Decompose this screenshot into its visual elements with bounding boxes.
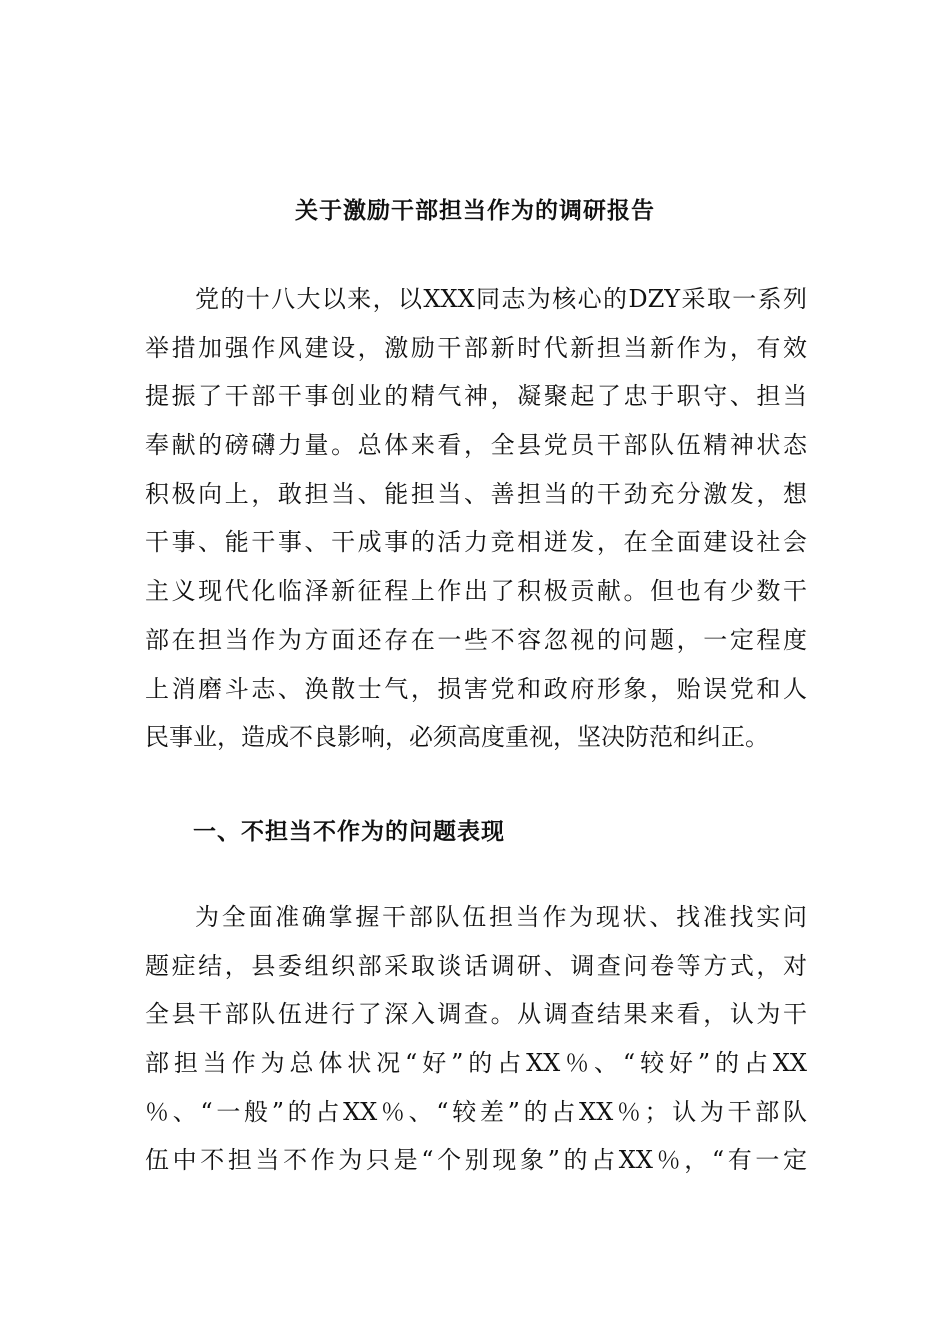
paragraph-line: 主义现代化临泽新征程上作出了积极贡献。但也有少数干 xyxy=(145,577,807,606)
intro-paragraph xyxy=(145,275,807,762)
document-title: 关于激励干部担当作为的调研报告 xyxy=(295,197,655,224)
paragraph-line: ％、“一般”的占XX％、“较差”的占XX％；认为干部队 xyxy=(145,1097,807,1126)
paragraph-line: 上消磨斗志、涣散士气，损害党和政府形象，贻误党和人 xyxy=(145,674,807,703)
paragraph-line: 部担当作为总体状况“好”的占XX％、“较好”的占XX xyxy=(145,1049,807,1078)
section-heading: 一、不担当不作为的问题表现 xyxy=(193,818,505,845)
paragraph-line: 积极向上，敢担当、能担当、善担当的干劲充分激发，想 xyxy=(145,479,807,508)
paragraph-line: 题症结，县委组织部采取谈话调研、调查问卷等方式，对 xyxy=(145,951,807,980)
paragraph-line: 伍中不担当不作为只是“个别现象”的占XX％，“有一定 xyxy=(145,1146,807,1175)
paragraph-line: 民事业，造成不良影响，必须高度重视，坚决防范和纠正。 xyxy=(145,723,769,752)
paragraph-line: 党的十八大以来，以XXX同志为核心的DZY采取一系列 xyxy=(195,285,807,313)
paragraph-line: 全县干部队伍进行了深入调查。从调查结果来看，认为干 xyxy=(145,1000,807,1029)
paragraph-line: 部在担当作为方面还存在一些不容忽视的问题，一定程度 xyxy=(145,625,807,654)
paragraph-line: 为全面准确掌握干部队伍担当作为现状、找准找实问 xyxy=(195,903,807,931)
paragraph-line: 干事、能干事、干成事的活力竞相迸发，在全面建设社会 xyxy=(145,528,807,557)
paragraph-line: 提振了干部干事创业的精气神，凝聚起了忠于职守、担当 xyxy=(145,382,807,411)
paragraph-line: 举措加强作风建设，激励干部新时代新担当新作为，有效 xyxy=(145,333,807,362)
paragraph-line: 奉献的磅礴力量。总体来看，全县党员干部队伍精神状态 xyxy=(145,431,807,460)
survey-paragraph xyxy=(145,893,807,1185)
